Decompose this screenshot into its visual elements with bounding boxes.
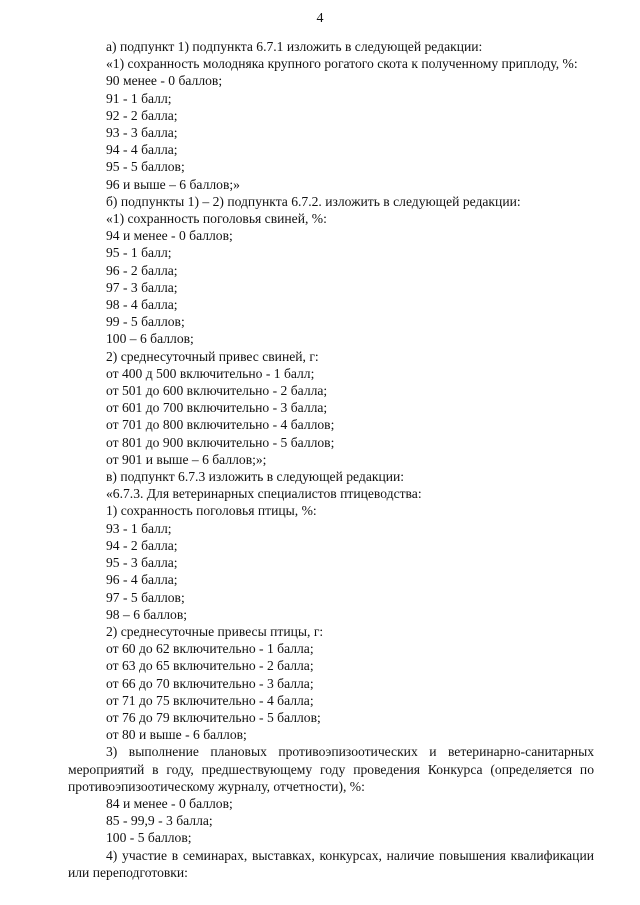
text-line: 95 - 3 балла; bbox=[106, 555, 178, 571]
text-line: от 66 до 70 включительно - 3 балла; bbox=[106, 675, 314, 691]
text-line: от 60 до 62 включительно - 1 балла; bbox=[106, 641, 314, 657]
text-line: 95 - 5 баллов; bbox=[106, 159, 185, 175]
text-line: от 76 до 79 включительно - 5 баллов; bbox=[106, 709, 321, 725]
text-line: 94 - 2 балла; bbox=[106, 537, 178, 553]
text-line: от 901 и выше – 6 баллов;»; bbox=[106, 451, 267, 467]
text-line: от 80 и выше - 6 баллов; bbox=[106, 727, 247, 743]
text-line: 1) сохранность поголовья птицы, %: bbox=[106, 503, 317, 519]
text-line: 98 - 4 балла; bbox=[106, 297, 178, 313]
text-line: от 801 до 900 включительно - 5 баллов; bbox=[106, 434, 335, 450]
text-line: 90 менее - 0 баллов; bbox=[106, 73, 223, 89]
text-line: от 601 до 700 включительно - 3 балла; bbox=[106, 400, 328, 416]
text-line: 96 - 4 балла; bbox=[106, 572, 178, 588]
text-line: 99 - 5 баллов; bbox=[106, 314, 185, 330]
page-number: 4 bbox=[316, 11, 324, 26]
text-line: от 701 до 800 включительно - 4 баллов; bbox=[106, 417, 335, 433]
text-line: от 63 до 65 включительно - 2 балла; bbox=[106, 658, 314, 674]
text-line: 93 - 1 балл; bbox=[106, 520, 172, 536]
text-line: 94 и менее - 0 баллов; bbox=[106, 228, 233, 244]
text-line: «1) сохранность поголовья свиней, %: bbox=[106, 211, 327, 227]
text-line: 97 - 5 баллов; bbox=[106, 589, 185, 605]
text-line: 98 – 6 баллов; bbox=[106, 606, 188, 622]
text-line: 84 и менее - 0 баллов; bbox=[106, 795, 233, 811]
document-body bbox=[68, 38, 594, 881]
text-line: 85 - 99,9 - 3 балла; bbox=[106, 813, 213, 829]
text-line: «6.7.3. Для ветеринарных специалистов птицеводства: bbox=[106, 486, 422, 502]
text-line: 3) выполнение плановых противоэпизоотических и ветеринарно-санитарных мероприятий в году, предшествующему году проведения Конкурса (определяется по противоэпизоотическому журналу, отчетности), %: bbox=[68, 744, 594, 794]
text-line: 100 - 5 баллов; bbox=[106, 830, 192, 846]
text-line: 100 – 6 баллов; bbox=[106, 331, 194, 347]
text-line: 2) среднесуточный привес свиней, г: bbox=[106, 348, 319, 364]
text-line: 2) среднесуточные привесы птицы, г: bbox=[106, 623, 324, 639]
text-line: 91 - 1 балл; bbox=[106, 90, 172, 106]
text-line: от 71 до 75 включительно - 4 балла; bbox=[106, 692, 314, 708]
text-line: в) подпункт 6.7.3 изложить в следующей редакции: bbox=[106, 469, 405, 485]
text-line: 97 - 3 балла; bbox=[106, 279, 178, 295]
text-line: от 501 до 600 включительно - 2 балла; bbox=[106, 383, 328, 399]
text-line: 93 - 3 балла; bbox=[106, 125, 178, 141]
text-line: а) подпункт 1) подпункта 6.7.1 изложить в следующей редакции: bbox=[106, 39, 483, 54]
text-line: 95 - 1 балл; bbox=[106, 245, 172, 261]
text-line: 94 - 4 балла; bbox=[106, 142, 178, 158]
text-line: «1) сохранность молодняка крупного рогатого скота к полученному приплоду, %: bbox=[106, 56, 578, 72]
text-line: 4) участие в семинарах, выставках, конкурсах, наличие повышения квалификации или переподготовки: bbox=[68, 847, 594, 880]
text-line: 96 и выше – 6 баллов;» bbox=[106, 176, 240, 192]
text-line: от 400 д 500 включительно - 1 балл; bbox=[106, 365, 315, 381]
text-line: б) подпункты 1) – 2) подпункта 6.7.2. изложить в следующей редакции: bbox=[106, 193, 521, 209]
text-line: 96 - 2 балла; bbox=[106, 262, 178, 278]
text-line: 92 - 2 балла; bbox=[106, 107, 178, 123]
